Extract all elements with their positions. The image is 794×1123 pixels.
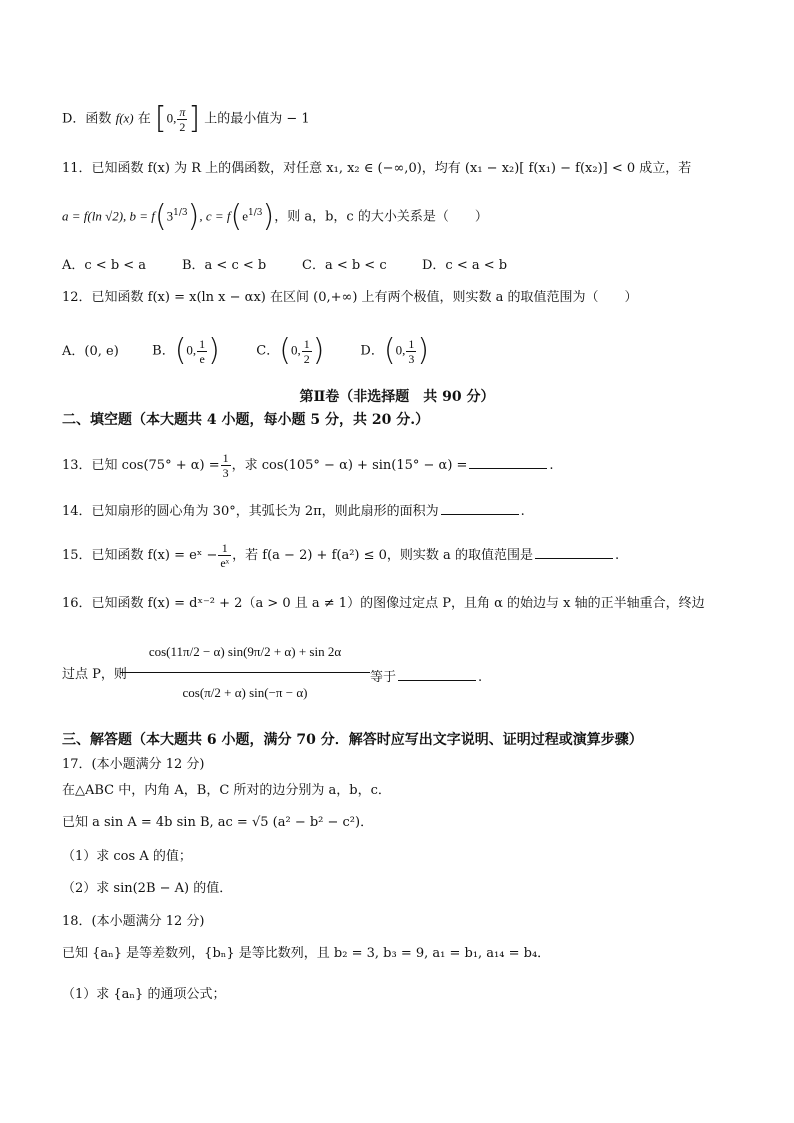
- paren: ): [312, 333, 325, 368]
- paren: ): [262, 199, 275, 234]
- solve-title: 三、解答题（本大题共 6 小题，满分 70 分．解答时应写出文字说明、证明过程或演算步骤）: [62, 732, 643, 748]
- frac-num: 1: [303, 336, 310, 351]
- answer-blank[interactable]: [535, 544, 613, 559]
- q11-options: [62, 257, 507, 275]
- q10d-prefix: D．函数: [62, 111, 112, 127]
- frac-num: 1: [222, 451, 229, 465]
- frac-num: 1: [408, 336, 415, 351]
- q11-expr-c: , c = f: [199, 208, 231, 224]
- q12-text: 12．已知函数 f(x) = x(ln x − αx) 在区间 (0,+∞) 上有两个极值，则实数 a 的取值范围为（ ）: [62, 290, 638, 305]
- q13: [62, 451, 554, 480]
- q11-option-b: B．a < c < b: [182, 258, 267, 273]
- q12-option-d: [360, 333, 430, 368]
- answer-blank[interactable]: [441, 500, 519, 515]
- q11-exp-b: 1/3: [173, 208, 188, 219]
- q10d-in: 在: [137, 111, 151, 127]
- paren: ): [417, 333, 430, 368]
- q16-numerator: cos(11π/2 − α) sin(9π/2 + α) + sin 2α: [120, 632, 370, 673]
- q16-prefix: 过点 P，则: [62, 667, 127, 682]
- q10d-suffix: 上的最小值为 − 1: [204, 111, 310, 127]
- q17-line3: （1）求 cos A 的值；: [62, 849, 192, 864]
- q12-option-a: A．(0, e): [62, 343, 119, 359]
- q12-option-c: [256, 333, 356, 368]
- q17-line1: 在△ABC 中，内角 A，B，C 所对的边分别为 a，b，c．: [62, 783, 391, 798]
- answer-blank[interactable]: [398, 666, 476, 681]
- q12-label-b: B．: [152, 343, 175, 359]
- q11-option-d: D．c < a < b: [422, 258, 508, 273]
- left-bracket: [: [154, 101, 167, 136]
- frac-den: 2: [303, 351, 310, 366]
- q15-text-b: ，若 f(a − 2) + f(a²) ≤ 0，则实数 a 的取值范围是: [232, 548, 533, 563]
- frac-den: 3: [222, 466, 229, 480]
- frac-num: π: [179, 104, 186, 119]
- q11-line2: [62, 199, 488, 234]
- q14-end: .: [520, 504, 525, 519]
- right-bracket: ]: [188, 101, 201, 136]
- q18-line2: （1）求 {aₙ} 的通项公式；: [62, 987, 226, 1002]
- q12-options: [62, 333, 430, 368]
- paren: ): [208, 333, 220, 368]
- q11-option-c: C．a < b < c: [302, 258, 387, 273]
- q16-fraction: [120, 632, 370, 713]
- answer-blank[interactable]: [469, 454, 547, 469]
- q10d-fx: f(x): [115, 110, 134, 126]
- q16-end: .: [478, 670, 483, 685]
- q13-text-a: 13．已知 cos(75° + α) =: [62, 458, 220, 473]
- q11-base-b: 3: [166, 208, 174, 224]
- frac-den: 3: [408, 351, 415, 366]
- q12-zero: 0,: [290, 342, 301, 358]
- q12-zero: 0,: [186, 342, 197, 358]
- q11-tail: ，则 a，b，c 的大小关系是（ ）: [274, 209, 488, 225]
- paren: ): [187, 199, 200, 234]
- q14: [62, 500, 525, 521]
- q12-option-b: [152, 333, 252, 368]
- q16-suffix: [370, 666, 482, 687]
- q15-end: .: [614, 548, 620, 563]
- q17-line2: 已知 a sin A = 4b sin B, ac = √5 (a² − b² − c²)．: [62, 815, 374, 830]
- q17-line4: （2）求 sin(2B − A) 的值．: [62, 881, 233, 896]
- q13-text-b: ，求 cos(105° − α) + sin(15° − α) =: [231, 458, 468, 473]
- q13-end: .: [549, 458, 554, 473]
- q18-line1: 已知 {aₙ} 是等差数列，{bₙ} 是等比数列，且 b₂ = 3, b₃ = 9, a₁ = b₁, a₁₄ = b₄．: [62, 946, 551, 961]
- q11-line1: 11．已知函数 f(x) 为 R 上的偶函数，对任意 x₁, x₂ ∈ (−∞,0)，均有 (x₁ − x₂)[ f(x₁) − f(x₂)] < 0 成立，若: [62, 161, 692, 176]
- q17-head: 17．(本小题满分 12 分): [62, 757, 205, 772]
- q10-option-d: D．函数 f(x) 在 [0, $\frac{\pi}{2}$ ] 上的最小值为 − 1: [62, 101, 310, 136]
- q14-text: 14．已知扇形的圆心角为 30°，其弧长为 2π，则此扇形的面积为: [62, 504, 439, 519]
- q16-line1: 16．已知函数 f(x) = dˣ⁻² + 2（a > 0 且 a ≠ 1）的图像过定点 P，且角 α 的始边与 x 轴的正半轴重合，终边: [62, 596, 705, 611]
- q11-base-e: e: [242, 208, 249, 224]
- q11-expr-a: a = f(ln √2), b = f: [62, 208, 155, 224]
- paren: (: [230, 199, 243, 234]
- fill-in-title: 二、填空题（本大题共 4 小题，每小题 5 分，共 20 分.）: [62, 412, 430, 428]
- q11-option-a: A．c < b < a: [62, 258, 147, 273]
- frac-den: eˣ: [220, 556, 230, 570]
- section2-title: 第Ⅱ卷（非选择题 共 90 分）: [299, 389, 495, 405]
- q16-denominator: cos(π/2 + α) sin(−π − α): [182, 685, 308, 700]
- q10d-frac: [177, 105, 187, 134]
- paren: (: [279, 333, 291, 368]
- q12-zero: 0,: [395, 342, 406, 358]
- q11-exp-e: 1/3: [248, 208, 263, 219]
- paren: (: [154, 199, 167, 234]
- q12-label-d: D．: [360, 343, 384, 359]
- frac-num: 1: [218, 541, 231, 556]
- frac-den: e: [199, 351, 205, 366]
- q15-text-a: 15．已知函数 f(x) = eˣ −: [62, 548, 218, 563]
- q16-suffix-text: 等于: [370, 670, 397, 685]
- frac-den: 2: [179, 119, 186, 134]
- q15: [62, 541, 619, 570]
- paren: (: [383, 333, 396, 368]
- q18-head: 18．(本小题满分 12 分): [62, 914, 205, 929]
- q12-label-c: C．: [256, 343, 280, 359]
- paren: (: [174, 333, 187, 368]
- frac-num: 1: [199, 336, 206, 351]
